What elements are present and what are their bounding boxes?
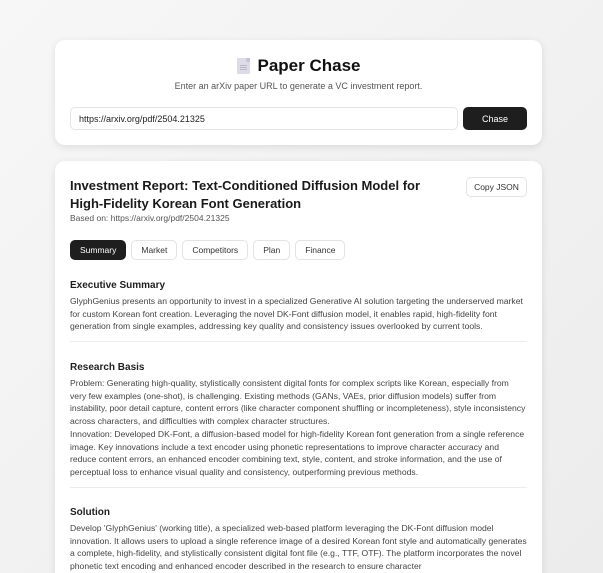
report-title: Investment Report: Text-Conditioned Diffusion Model for High-Fidelity Korean Font Generation xyxy=(70,178,421,211)
report-card xyxy=(55,161,542,573)
tab-competitors[interactable]: Competitors xyxy=(182,240,248,260)
tab-summary[interactable]: Summary xyxy=(70,240,126,260)
report-tabs xyxy=(70,240,345,260)
section-text: Develop 'GlyphGenius' (working title), a specialized web-based platform leveraging the DK-Font diffusion model innovation. It allows users to upload a single reference image of a desired Korean font style and automatically generates a complete, high-fidelity, and stylistically consistent digital font file (e.g., TTF, OTF). The platform incorporates the novel phonetic text encoding and enhanced encoder described in the research to ensure character xyxy=(70,523,527,572)
app-header xyxy=(55,56,542,76)
divider xyxy=(70,487,527,488)
section-research-basis xyxy=(70,362,527,479)
section-text-problem: Problem: Generating high-quality, stylistically consistent digital fonts for complex scripts like Korean, especially from very few examples (one-shot), is challenging. Existing methods (GANs, VAEs, prior diffusion models) suffer from instability, poor detail capture, content errors (like character component shuffling or incompleteness), style inconsistency across characters, and difficulties with complex character structures. xyxy=(70,378,526,427)
tab-finance[interactable]: Finance xyxy=(295,240,345,260)
section-heading: Executive Summary xyxy=(70,280,166,291)
divider xyxy=(70,341,527,342)
section-text: GlyphGenius presents an opportunity to invest in a specialized Generative AI solution targeting the underserved market for custom Korean font creation. Leveraging the novel DK-Font diffusion model, it enables rapid, high-fidelity font generation from single examples, addressing key quality and consistency issues overlooked by current tools. xyxy=(70,296,523,332)
document-icon xyxy=(237,58,250,74)
copy-json-button[interactable]: Copy JSON xyxy=(466,177,527,197)
section-heading: Research Basis xyxy=(70,362,145,373)
app-title: Paper Chase xyxy=(257,56,361,75)
tab-market[interactable]: Market xyxy=(131,240,177,260)
report-source: Based on: https://arxiv.org/pdf/2504.21325 xyxy=(70,213,230,223)
chase-button[interactable]: Chase xyxy=(463,107,527,130)
section-heading: Solution xyxy=(70,507,110,518)
section-text-innovation: Innovation: Developed DK-Font, a diffusion-based model for high-fidelity Korean font generation from a single reference image. Key innovations include a text encoder using phonetic representations to improve character accuracy and reduce content errors, an enhanced encoder combining text, style, content, and stroke information, and the use of perceptual loss to enhance visual quality and consistency, outperforming previous methods. xyxy=(70,428,525,477)
tab-plan[interactable]: Plan xyxy=(253,240,290,260)
section-solution xyxy=(70,507,527,573)
hero-card xyxy=(55,40,542,145)
app-subtitle: Enter an arXiv paper URL to generate a VC investment report. xyxy=(174,81,423,91)
url-input[interactable] xyxy=(70,107,458,130)
section-executive-summary xyxy=(70,280,527,333)
